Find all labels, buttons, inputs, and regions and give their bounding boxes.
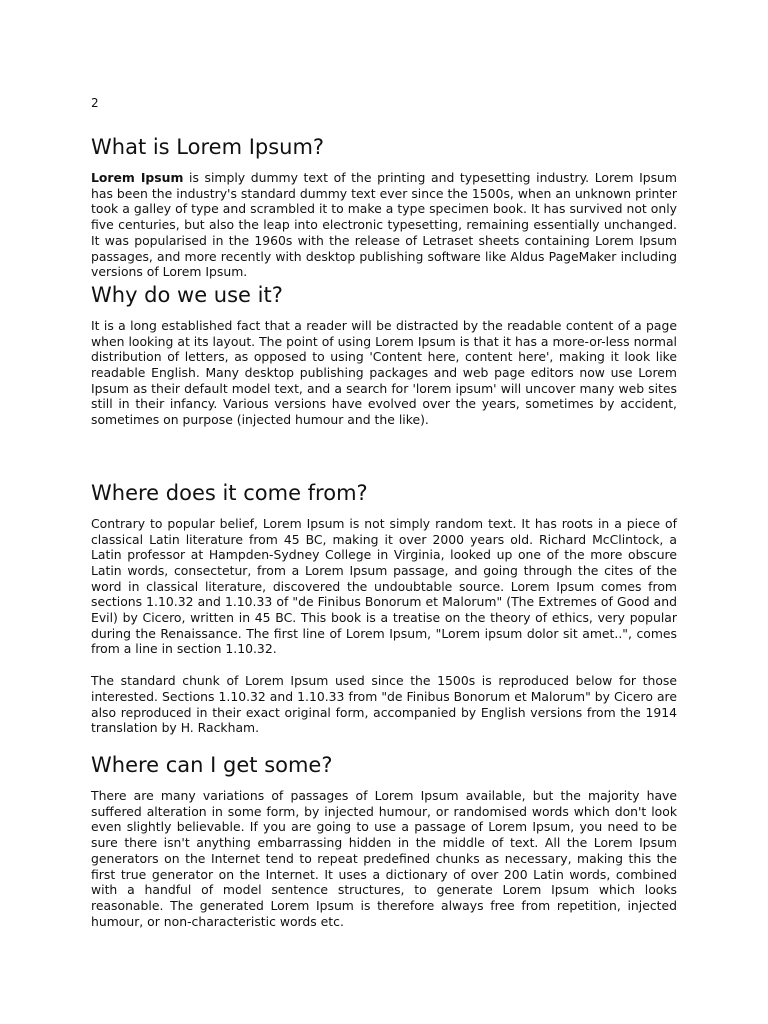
section-what-is-lorem-ipsum [91,134,677,280]
section-where-does-it-come-from [91,480,677,736]
section-where-can-i-get-some [91,752,677,929]
section-paragraph [91,170,677,280]
section-heading: Where can I get some? [91,752,333,777]
section-paragraph: The standard chunk of Lorem Ipsum used since the 1500s is reproduced below for those interested. Sections 1.10.32 and 1.10.33 from "de Finibus Bonorum et Malorum" by Cicero are also reproduced in their exact original form, accompanied by English versions from the 1914 translation by H. Rackham. [91,673,677,736]
section-paragraph: It is a long established fact that a reader will be distracted by the readable content of a page when looking at its layout. The point of using Lorem Ipsum is that it has a more-or-less normal distribution of letters, as opposed to using 'Content here, content here', making it look like readable English. Many desktop publishing packages and web page editors now use Lorem Ipsum as their default model text, and a search for 'lorem ipsum' will uncover many web sites still in their infancy. Various versions have evolved over the years, sometimes by accident, sometimes on purpose (injected humour and the like). [91,317,677,428]
section-heading: What is Lorem Ipsum? [91,135,325,159]
lead-term: Lorem Ipsum [91,170,184,185]
paragraph-text: is simply dummy text of the printing and typesetting industry. Lorem Ipsum has been the industry's standard dummy text ever since the 1500s, when an unknown printer took a galley of type and scrambled it to make a type specimen book. It has survived not only five centuries, but also the leap into electronic typesetting, remaining essentially unchanged. It was popularised in the 1960s with the release of Letraset sheets containing Lorem Ipsum passages, and more recently with desktop publishing software like Aldus PageMaker including versions of Lorem Ipsum. [91,170,677,280]
section-heading: Where does it come from? [91,480,368,505]
section-why-do-we-use-it [91,282,677,428]
section-paragraph: There are many variations of passages of Lorem Ipsum available, but the majority have suffered alteration in some form, by injected humour, or randomised words which don't look even slightly believable. If you are going to use a passage of Lorem Ipsum, you need to be sure there isn't anything embarrassing hidden in the middle of text. All the Lorem Ipsum generators on the Internet tend to repeat predefined chunks as necessary, making this the first true generator on the Internet. It uses a dictionary of over 200 Latin words, combined with a handful of model sentence structures, to generate Lorem Ipsum which looks reasonable. The generated Lorem Ipsum is therefore always free from repetition, injected humour, or non-characteristic words etc. [91,787,677,929]
section-paragraph: Contrary to popular belief, Lorem Ipsum is not simply random text. It has roots in a piece of classical Latin literature from 45 BC, making it over 2000 years old. Richard McClintock, a Latin professor at Hampden-Sydney College in Virginia, looked up one of the more obscure Latin words, consectetur, from a Lorem Ipsum passage, and going through the cites of the word in classical literature, discovered the undoubtable source. Lorem Ipsum comes from sections 1.10.32 and 1.10.33 of "de Finibus Bonorum et Malorum" (The Extremes of Good and Evil) by Cicero, written in 45 BC. This book is a treatise on the theory of ethics, very popular during the Renaissance. The first line of Lorem Ipsum, "Lorem ipsum dolor sit amet..", comes from a line in section 1.10.32. [91,515,677,657]
section-heading: Why do we use it? [91,282,283,307]
page-number: 2 [91,96,99,110]
